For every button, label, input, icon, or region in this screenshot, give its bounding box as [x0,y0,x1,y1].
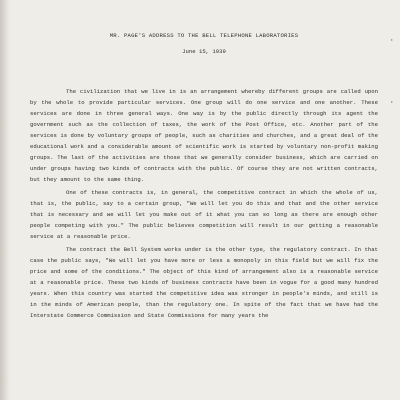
margin-mark: ' [389,100,394,108]
paragraph-2: One of these contracts is, in general, the competitive contract in which the whole of us, that is, the public, say to a certain group, "We will let you do this and that and the other service that is necessary and we will let you make out of it what you can so long as there are enough other people competing with you." The public believes competition will result in our getting a reasonable service at a reasonable price. [30,189,378,240]
paragraph-3: The contract the Bell System works under is the other type, the regulatory contract. In that case the public says, "We will let you have more or less a monopoly in this field but we will fix the price and some of the conditions." The object of this kind of arrangement also is a reasonable service at a reasonable price. These two kinds of business contracts have been in vogue for a good many hundred years. When this country was started the competitive idea was stronger in people's minds, and still is in the minds of American people, than the regulatory one. In spite of the fact that we have had the Interstate Commerce Commission and State Commissions for many years the [30,246,378,319]
document-title: MR. PAGE'S ADDRESS TO THE BELL TELEPHONE LABORATORIES [109,32,299,39]
document-body [30,30,378,323]
margin-mark: ' [389,38,394,46]
page-edge-shadow [0,0,10,400]
paragraph-1: The civilization that we live in is an arrangement whereby different groups are called upon by the whole to provide particular services. One group will do one service and one another. These services are done in three general ways. One way is by the public directly through its agent the government such as the collection of taxes, the work of the Post Office, etc. Another part of the services is done by voluntary groups of people, such as charities and churches, and a great deal of the educational work and a considerable amount of scientific work is started by voluntary non-profit making groups. The last of the activities are those that we generally consider business, which are carried on under groups having two kinds of contracts with the public. Of course they are not written contracts, but they amount to the same thing. [30,88,378,183]
document-date: June 15, 1939 [182,48,226,55]
title-spacer [30,57,378,86]
